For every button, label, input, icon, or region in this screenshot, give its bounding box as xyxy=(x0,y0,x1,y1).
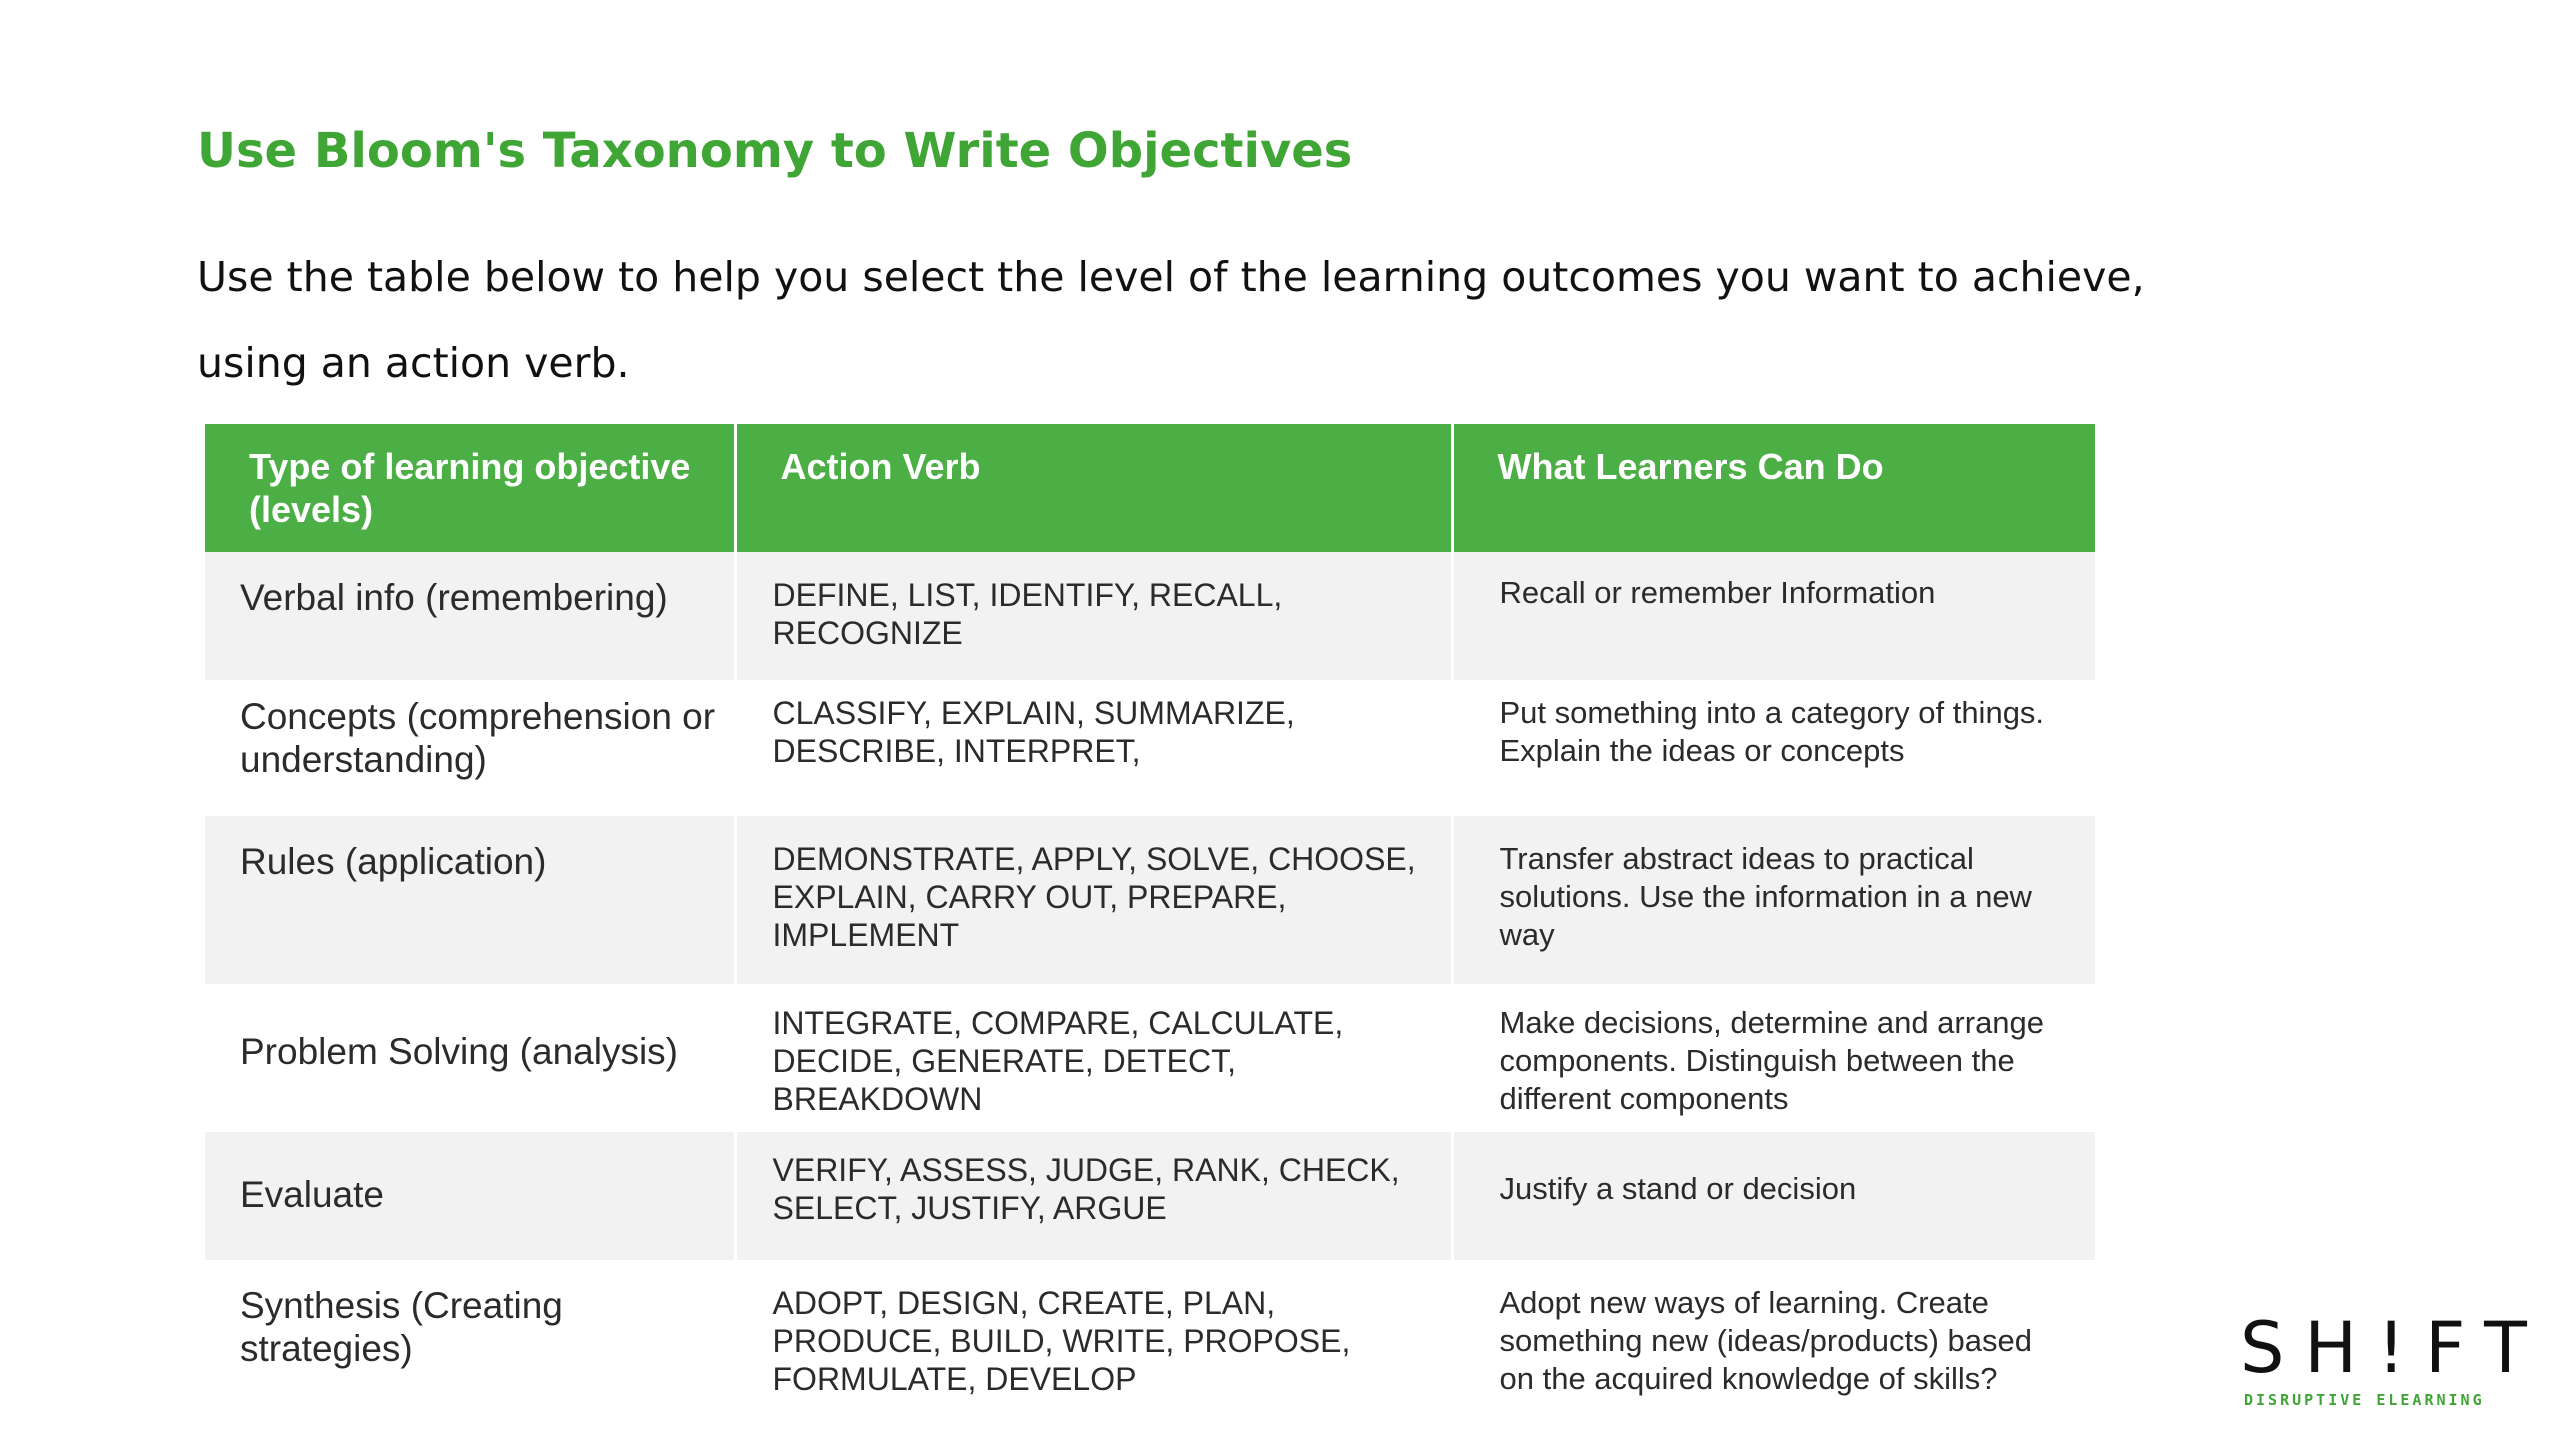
table-header xyxy=(205,424,2095,552)
table-row xyxy=(205,816,2095,984)
learner-outcome-cell: Put something into a category of things. Explain the ideas or concepts xyxy=(1452,680,2095,816)
action-verbs-cell: DEMONSTRATE, APPLY, SOLVE, CHOOSE, EXPLAIN, CARRY OUT, PREPARE, IMPLEMENT xyxy=(735,816,1452,984)
learner-outcome-cell: Make decisions, determine and arrange components. Distinguish between the different components xyxy=(1452,984,2095,1132)
page-title: Use Bloom's Taxonomy to Write Objectives xyxy=(197,123,1353,179)
objective-level-cell: Rules (application) xyxy=(205,816,735,984)
action-verbs-cell: INTEGRATE, COMPARE, CALCULATE, DECIDE, GENERATE, DETECT, BREAKDOWN xyxy=(735,984,1452,1132)
logo-wordmark: SH!FT xyxy=(2240,1307,2547,1389)
header-objective-type: Type of learning objective (levels) xyxy=(205,424,735,552)
table-row xyxy=(205,680,2095,816)
header-what-learners-can-do: What Learners Can Do xyxy=(1452,424,2095,552)
learner-outcome-cell: Justify a stand or decision xyxy=(1452,1132,2095,1260)
table-row xyxy=(205,552,2095,680)
table-row xyxy=(205,984,2095,1132)
action-verbs-cell: CLASSIFY, EXPLAIN, SUMMARIZE, DESCRIBE, INTERPRET, xyxy=(735,680,1452,816)
objective-level-cell: Problem Solving (analysis) xyxy=(205,984,735,1132)
shift-logo xyxy=(2240,1307,2547,1410)
objective-level-cell: Evaluate xyxy=(205,1132,735,1260)
objective-level-cell: Verbal info (remembering) xyxy=(205,552,735,680)
action-verbs-cell: ADOPT, DESIGN, CREATE, PLAN, PRODUCE, BUILD, WRITE, PROPOSE, FORMULATE, DEVELOP xyxy=(735,1260,1452,1410)
table-row xyxy=(205,1260,2095,1410)
objective-level-cell: Concepts (comprehension or understanding) xyxy=(205,680,735,816)
header-action-verb: Action Verb xyxy=(735,424,1452,552)
table-body xyxy=(205,552,2095,1410)
bloom-taxonomy-table xyxy=(205,424,2095,1410)
header-row xyxy=(205,424,2095,552)
table-row xyxy=(205,1132,2095,1260)
learner-outcome-cell: Transfer abstract ideas to practical solutions. Use the information in a new way xyxy=(1452,816,2095,984)
action-verbs-cell: VERIFY, ASSESS, JUDGE, RANK, CHECK, SELECT, JUSTIFY, ARGUE xyxy=(735,1132,1452,1260)
logo-tagline: DISRUPTIVE ELEARNING xyxy=(2244,1391,2485,1409)
action-verbs-cell: DEFINE, LIST, IDENTIFY, RECALL, RECOGNIZE xyxy=(735,552,1452,680)
learner-outcome-cell: Adopt new ways of learning. Create something new (ideas/products) based on the acquired knowledge of skills? xyxy=(1452,1260,2095,1410)
intro-text: Use the table below to help you select the level of the learning outcomes you want to achieve, using an action verb. xyxy=(197,253,2145,387)
objective-level-cell: Synthesis (Creating strategies) xyxy=(205,1260,735,1410)
learner-outcome-cell: Recall or remember Information xyxy=(1452,552,2095,680)
